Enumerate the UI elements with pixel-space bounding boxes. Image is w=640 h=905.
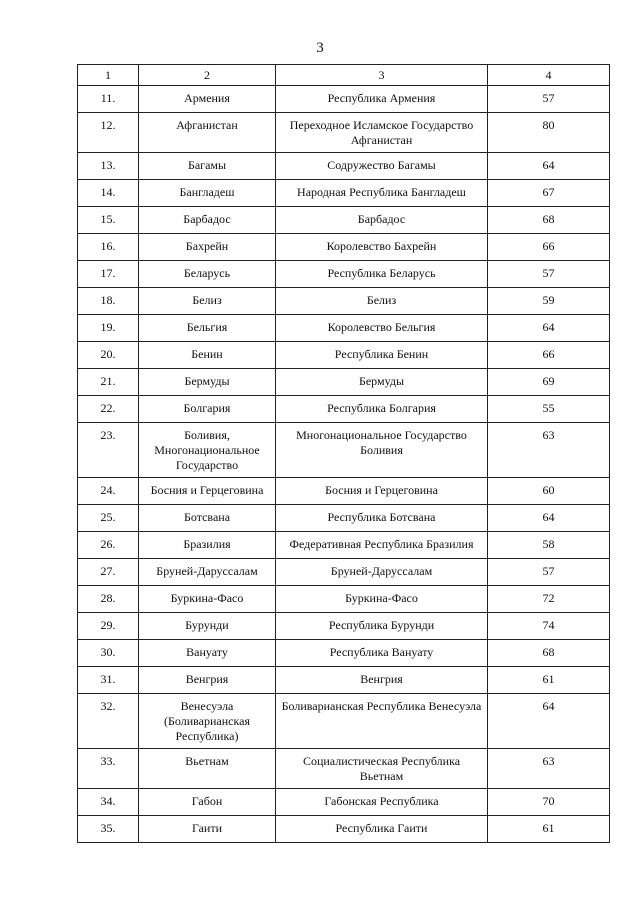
value-cell: 55 [488,396,610,423]
country-short-name-cell: Бельгия [139,315,276,342]
country-full-name-cell: Венгрия [276,667,488,694]
table-row [78,505,610,532]
table-row [78,694,610,749]
value-cell: 61 [488,816,610,843]
country-full-name-cell: Королевство Бельгия [276,315,488,342]
table-row [78,207,610,234]
country-short-name-cell: Бурунди [139,613,276,640]
value-cell: 66 [488,342,610,369]
country-short-name-cell: Барбадос [139,207,276,234]
row-number-cell: 24. [78,478,139,505]
country-short-name-cell: Вануату [139,640,276,667]
table-row [78,478,610,505]
row-number-cell: 18. [78,288,139,315]
row-number-cell: 32. [78,694,139,749]
country-short-name-cell: Белиз [139,288,276,315]
country-short-name-cell: Бруней-Даруссалам [139,559,276,586]
country-full-name-cell: Содружество Багамы [276,153,488,180]
row-number-cell: 23. [78,423,139,478]
table-row [78,640,610,667]
table-row [78,234,610,261]
value-cell: 64 [488,505,610,532]
country-short-name-cell: Бенин [139,342,276,369]
country-full-name-cell: Социалистическая Республика Вьетнам [276,749,488,789]
country-full-name-cell: Народная Республика Бангладеш [276,180,488,207]
country-short-name-cell: Беларусь [139,261,276,288]
country-full-name-cell: Многонациональное Государство Боливия [276,423,488,478]
country-full-name-cell: Республика Гаити [276,816,488,843]
country-full-name-cell: Королевство Бахрейн [276,234,488,261]
value-cell: 63 [488,749,610,789]
value-cell: 64 [488,153,610,180]
country-full-name-cell: Белиз [276,288,488,315]
value-cell: 72 [488,586,610,613]
value-cell: 60 [488,478,610,505]
country-short-name-cell: Бахрейн [139,234,276,261]
column-header: 3 [276,65,488,86]
value-cell: 69 [488,369,610,396]
row-number-cell: 12. [78,113,139,153]
country-full-name-cell: Республика Бенин [276,342,488,369]
table-row [78,667,610,694]
value-cell: 59 [488,288,610,315]
row-number-cell: 25. [78,505,139,532]
value-cell: 64 [488,694,610,749]
column-header: 1 [78,65,139,86]
country-short-name-cell: Боливия, Многонациональное Государство [139,423,276,478]
country-full-name-cell: Боливарианская Республика Венесуэла [276,694,488,749]
table-row [78,532,610,559]
country-full-name-cell: Республика Вануату [276,640,488,667]
value-cell: 80 [488,113,610,153]
country-short-name-cell: Болгария [139,396,276,423]
value-cell: 61 [488,667,610,694]
value-cell: 68 [488,640,610,667]
country-short-name-cell: Венгрия [139,667,276,694]
country-short-name-cell: Багамы [139,153,276,180]
table-row [78,816,610,843]
country-full-name-cell: Барбадос [276,207,488,234]
row-number-cell: 22. [78,396,139,423]
country-short-name-cell: Ботсвана [139,505,276,532]
value-cell: 57 [488,261,610,288]
country-short-name-cell: Вьетнам [139,749,276,789]
row-number-cell: 29. [78,613,139,640]
country-full-name-cell: Переходное Исламское Государство Афганистан [276,113,488,153]
country-short-name-cell: Армения [139,86,276,113]
row-number-cell: 33. [78,749,139,789]
country-full-name-cell: Республика Ботсвана [276,505,488,532]
table-row [78,423,610,478]
value-cell: 70 [488,789,610,816]
row-number-cell: 16. [78,234,139,261]
country-full-name-cell: Габонская Республика [276,789,488,816]
row-number-cell: 28. [78,586,139,613]
table-row [78,396,610,423]
value-cell: 64 [488,315,610,342]
country-short-name-cell: Гаити [139,816,276,843]
row-number-cell: 26. [78,532,139,559]
row-number-cell: 27. [78,559,139,586]
row-number-cell: 11. [78,86,139,113]
row-number-cell: 35. [78,816,139,843]
country-short-name-cell: Венесуэла (Боливарианская Республика) [139,694,276,749]
value-cell: 63 [488,423,610,478]
row-number-cell: 14. [78,180,139,207]
table-row [78,369,610,396]
table-row [78,180,610,207]
row-number-cell: 31. [78,667,139,694]
country-short-name-cell: Буркина-Фасо [139,586,276,613]
country-short-name-cell: Бразилия [139,532,276,559]
table-row [78,288,610,315]
country-short-name-cell: Босния и Герцеговина [139,478,276,505]
country-full-name-cell: Республика Армения [276,86,488,113]
table-row [78,342,610,369]
table-header-row [78,65,610,86]
table-row [78,261,610,288]
table-row [78,86,610,113]
row-number-cell: 19. [78,315,139,342]
value-cell: 57 [488,86,610,113]
value-cell: 74 [488,613,610,640]
table-row [78,153,610,180]
value-cell: 58 [488,532,610,559]
country-full-name-cell: Буркина-Фасо [276,586,488,613]
row-number-cell: 34. [78,789,139,816]
column-header: 4 [488,65,610,86]
country-full-name-cell: Бермуды [276,369,488,396]
value-cell: 68 [488,207,610,234]
value-cell: 66 [488,234,610,261]
country-full-name-cell: Республика Бурунди [276,613,488,640]
column-header: 2 [139,65,276,86]
page-number: 3 [316,40,324,56]
country-short-name-cell: Бангладеш [139,180,276,207]
value-cell: 57 [488,559,610,586]
table-row [78,113,610,153]
row-number-cell: 30. [78,640,139,667]
country-short-name-cell: Бермуды [139,369,276,396]
row-number-cell: 17. [78,261,139,288]
country-short-name-cell: Габон [139,789,276,816]
row-number-cell: 13. [78,153,139,180]
table-row [78,749,610,789]
row-number-cell: 15. [78,207,139,234]
table-row [78,559,610,586]
country-full-name-cell: Республика Беларусь [276,261,488,288]
value-cell: 67 [488,180,610,207]
table-row [78,586,610,613]
row-number-cell: 20. [78,342,139,369]
table-row [78,789,610,816]
countries-table [77,64,610,843]
table-row [78,315,610,342]
country-full-name-cell: Босния и Герцеговина [276,478,488,505]
table-row [78,613,610,640]
country-full-name-cell: Федеративная Республика Бразилия [276,532,488,559]
country-short-name-cell: Афганистан [139,113,276,153]
country-full-name-cell: Республика Болгария [276,396,488,423]
row-number-cell: 21. [78,369,139,396]
country-full-name-cell: Бруней-Даруссалам [276,559,488,586]
